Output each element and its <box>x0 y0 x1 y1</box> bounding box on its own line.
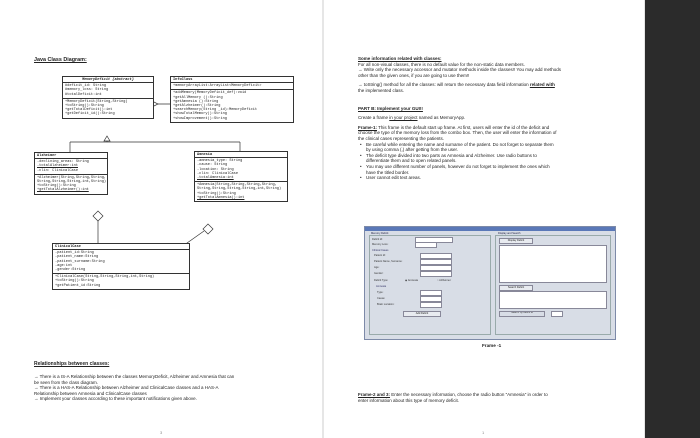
class-name: ClinicalCase <box>53 244 189 250</box>
display-search-title: Display and Search <box>498 232 521 235</box>
methods <box>63 99 153 118</box>
field: -totalAmnesia:int <box>197 176 234 181</box>
type-label: Type: <box>377 291 384 294</box>
fields <box>63 83 153 99</box>
method: +toString():String <box>37 184 76 189</box>
methods <box>35 175 107 194</box>
bullet-item: • User cannot edit text areas. <box>358 175 643 181</box>
bullet-item: • The deficit type divided into two parts as Amnesia and Alzheimer. Use radio buttons to <box>358 153 643 159</box>
frame23-label: Frame-2 and 3: <box>358 392 391 397</box>
memory-loss-combo[interactable] <box>415 242 437 248</box>
frame23-block <box>358 392 643 403</box>
field: -clin: ClinicalCase <box>37 168 78 173</box>
frame1-text: This frame is the default start up frame. At first, users will enter the id of the deficit and <box>377 124 550 130</box>
deficit-type-label: Deficit Type: <box>374 279 389 282</box>
create-frame-suffix: named as MemoryApp. <box>417 115 466 121</box>
patient-name-input[interactable] <box>420 259 452 265</box>
method: +getAmnesia ():String <box>173 99 219 104</box>
info-line: other than the given ones, if you are going to use them!! <box>358 72 470 78</box>
age-input[interactable] <box>420 265 452 271</box>
class-diagram-heading: Java Class Diagram: <box>34 57 87 63</box>
patient-id-input[interactable] <box>420 253 452 259</box>
patient-id-label: Patient Id: <box>374 254 386 257</box>
amnesia-panel-title: Amnesia <box>376 285 387 288</box>
method: String,String,String,int,String) <box>37 180 107 185</box>
alzheimer-radio[interactable]: ○ Alzheimer <box>437 279 451 282</box>
method: +searchMemory(String _id):MemoryDeficit <box>173 108 258 113</box>
field: -cause: String <box>197 163 228 168</box>
info-line: For all non-visual classes, there is no default value for the non-static data members. <box>358 61 525 67</box>
gender-label: Gender: <box>374 272 384 275</box>
search-deficit-button[interactable]: Search Deficit <box>499 285 533 291</box>
type-combo[interactable] <box>420 290 442 296</box>
page-number: 3 <box>160 430 163 435</box>
fields <box>195 158 287 182</box>
tostring-link: related with <box>529 82 555 88</box>
patient-name-label: Patient Name, Surname: <box>374 260 403 263</box>
frame1-label: Frame-1: <box>358 124 378 130</box>
memory-deficit-title: Memory Deficit <box>371 232 389 235</box>
diagram-connectors <box>0 0 322 438</box>
memory-loss-label: Memory Loss: <box>372 243 389 246</box>
bullet-cont: by using comma (,) after getting from the user. <box>366 147 459 153</box>
class-name: Amnesia <box>195 152 287 158</box>
class-amnesia <box>194 151 288 202</box>
method: +toString():String <box>55 279 94 284</box>
relationship-line: Relationship between Amnesia and ClinicalCase classes <box>34 390 147 396</box>
method: +toString():String <box>197 191 236 196</box>
method: String,String,String,String,int,String) <box>197 187 282 192</box>
methods <box>195 182 287 201</box>
dark-side-panel <box>645 0 700 438</box>
method: +Alzheimer(String,String,String, <box>37 175 107 180</box>
info-heading: Some information related with classes: <box>358 56 442 61</box>
create-frame-line <box>358 115 643 121</box>
search-by-id-input[interactable] <box>499 311 545 317</box>
relationships-text <box>34 374 304 402</box>
add-deficit-button[interactable]: Add Deficit <box>403 311 441 317</box>
bullet-item: • Be careful while entering the name and surname of the patient. Do not forget to separate them <box>358 142 643 148</box>
right-page <box>324 0 644 438</box>
bullet-cont: differentiate them and to open related panels. <box>366 158 457 164</box>
relationship-line: → There is a IS-A Relationship between the classes MemoryDeficit, Alzheimer and Amnesia that can <box>34 374 235 379</box>
class-name: InfoClass <box>171 77 293 83</box>
methods <box>53 274 189 289</box>
search-id-combo[interactable] <box>551 311 563 317</box>
tostring-suffix: the implemented class. <box>358 87 405 93</box>
field: -patient_name:String <box>55 255 99 260</box>
field: #memory_loss: String <box>65 88 109 93</box>
class-memory-deficit <box>62 76 154 119</box>
fields <box>53 250 189 274</box>
info-block <box>358 56 643 181</box>
frame1-screenshot <box>364 226 616 340</box>
field: -location: String <box>197 167 234 172</box>
method: +Amnesia(String,String,String,String, <box>197 183 277 188</box>
left-page <box>0 0 322 438</box>
fields <box>35 159 107 175</box>
method: +getPatient_id:String <box>55 283 101 288</box>
field: #deficit_id: String <box>65 84 106 89</box>
relationship-line: → Implement your classes according to these important notifications given above. <box>34 396 197 402</box>
method: +showTotalMemory():String <box>173 112 227 117</box>
cause-combo[interactable] <box>420 296 442 302</box>
frame-titlebar <box>365 227 615 231</box>
create-frame-link: in your project <box>389 115 418 121</box>
field: -amnesia_type: String <box>197 159 243 164</box>
method: +ClinicalCase(String,String,String,int,String) <box>55 275 155 280</box>
field: -clin: ClinicalCase <box>197 171 238 176</box>
cause-label: Cause: <box>377 297 386 300</box>
page-number: 1 <box>482 430 485 435</box>
search-by-id-label: Search by deficit id <box>511 311 533 314</box>
method: +getTotalDeficit():int <box>65 108 113 113</box>
clinical-cases-title: Clinical Cases <box>372 249 389 252</box>
relationship-line: → There is a HAS-A Relationship between Alzheimer and ClinicalCase classes and a HAS-A <box>34 385 219 391</box>
method: +getAllMemory ():String <box>173 95 223 100</box>
field: -gender:String <box>55 268 86 273</box>
field: #totalDeficit:int <box>65 92 102 97</box>
fields <box>171 83 293 90</box>
frame23-text: Enter the necessary information, choose the radio button "Amnesia" in order to <box>390 392 548 397</box>
field: -patient_id:String <box>55 251 94 256</box>
frame-caption: Frame -1 <box>482 343 502 348</box>
frame23-text2: enter information about this type of memory deficit. <box>358 397 460 403</box>
bullet-item: • You may use different number of panels, however do not forget to implement the ones which <box>358 164 643 170</box>
method: +getTotalAlzheimer():int <box>37 188 89 193</box>
methods <box>171 90 293 121</box>
class-name: MemoryDeficit {abstract} <box>63 77 153 83</box>
method: +toString():String <box>65 104 104 109</box>
frame1-text3: the clinical cases representing the patients. <box>358 135 445 141</box>
method: +MemoryDeficit(String,String) <box>65 99 128 104</box>
display-deficit-button[interactable]: Display Deficit <box>499 238 533 244</box>
method: +addMemory(MemoryDeficit_def):void <box>173 91 247 96</box>
class-info-class <box>170 76 294 123</box>
gender-input[interactable] <box>420 271 452 277</box>
method: +getDeficit_id():String <box>65 112 115 117</box>
age-label: Age: <box>374 266 380 269</box>
class-name: Alzheimer <box>35 153 107 159</box>
amnesia-radio[interactable]: ◉ Amnesia <box>405 279 418 282</box>
alzheimer-radio-label: Alzheimer <box>439 279 451 282</box>
method: +showImprovement():String <box>173 116 227 121</box>
frame1-text2: choose the type of the memory loss from the combo box. Then, the user will enter the information of <box>358 130 557 136</box>
part-b-heading: PART B: Implement your GUI!! <box>358 105 423 111</box>
brain-location-combo[interactable] <box>420 302 442 308</box>
class-clinical-case <box>52 243 190 290</box>
tostring-prefix: → toString() method for all the classes: will return the necessary data field information <box>358 82 530 88</box>
field: -totalAlzheimer:int <box>37 164 78 169</box>
info-line: → Write only the necessary accessor and mutator methods inside the classes!! You may add methods <box>358 67 562 73</box>
search-result-area <box>499 291 607 309</box>
field: -declining_areas: String <box>37 160 89 165</box>
brain-location-label: Brain Location: <box>377 303 395 306</box>
method: +getAlzheimer():String <box>173 104 221 109</box>
field: -age:int <box>55 263 73 268</box>
class-alzheimer <box>34 152 108 195</box>
relationships-heading: Relationships between classes: <box>34 361 110 367</box>
display-text-area <box>499 245 607 283</box>
field: +memoryArrayList:ArrayList<MemoryDeficit> <box>173 84 262 89</box>
create-frame-prefix: Create a frame <box>358 115 390 121</box>
relationship-line: be seen from the class diagram. <box>34 379 99 385</box>
field: -patient_surname:String <box>55 259 105 264</box>
amnesia-radio-label: Amnesia <box>407 279 418 282</box>
deficit-id-label: Deficit Id: <box>372 238 383 241</box>
method: +getTotalAmnesia():int <box>197 195 245 200</box>
bullet-cont: have the titled border. <box>366 169 410 175</box>
